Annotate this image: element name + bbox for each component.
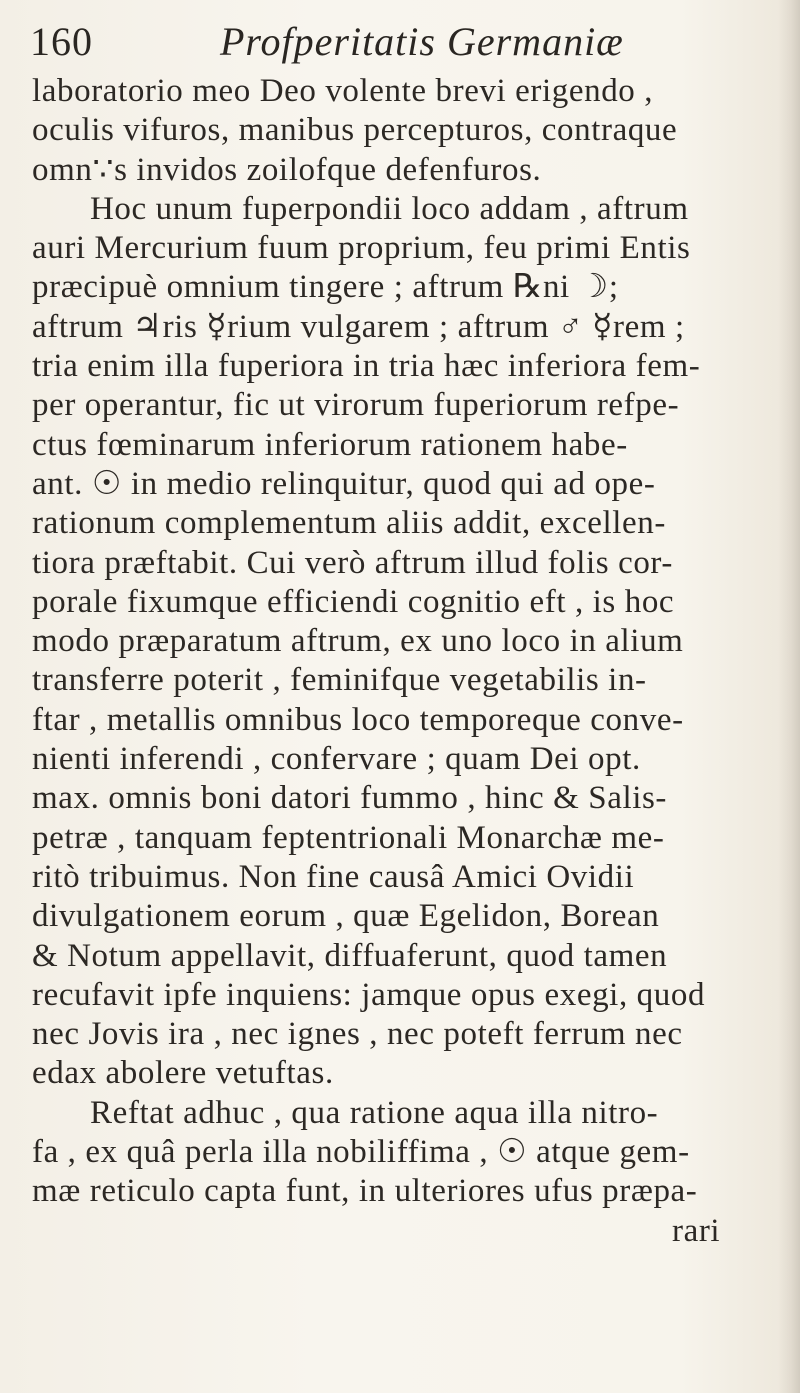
running-title: Profperitatis Germaniæ: [220, 19, 624, 64]
text-line: omn∵s invidos zoilofque defenfuros.: [32, 151, 542, 188]
text-line: tiora præftabit. Cui verò aftrum illud folis cor-: [32, 544, 673, 581]
text-line: ritò tribuimus. Non fine causâ Amici Ovidii: [32, 858, 635, 895]
text-line: edax abolere vetuftas.: [32, 1055, 334, 1092]
text-line: petræ , tanquam feptentrionali Monarchæ me-: [32, 819, 665, 856]
paragraph-start-line: Hoc unum fuperpondii loco addam , aftrum: [90, 190, 689, 227]
body-text: [32, 72, 772, 1251]
text-line: mæ reticulo capta funt, in ulteriores ufus præpa-: [32, 1173, 698, 1210]
text-line: tria enim illa fuperiora in tria hæc inferiora fem-: [32, 348, 701, 385]
text-line: ftar , metallis omnibus loco temporeque conve-: [32, 701, 684, 738]
text-line: auri Mercurium fuum proprium, feu primi Entis: [32, 230, 691, 267]
text-line: recufavit ipfe inquiens: jamque opus exegi, quod: [32, 976, 706, 1013]
catchword: rari: [672, 1212, 721, 1249]
text-line: nec Jovis ira , nec ignes , nec poteft ferrum nec: [32, 1016, 683, 1053]
text-line: laboratorio meo Deo volente brevi erigendo ,: [32, 73, 654, 109]
text-line: præcipuè omnium tingere ; aftrum ℞ni ☽;: [32, 269, 619, 306]
text-line: aftrum ♃ris ☿rium vulgarem ; aftrum ♂ ☿rem ;: [32, 308, 685, 345]
text-line: ctus fœminarum inferiorum rationem habe-: [32, 426, 628, 463]
text-line: fa , ex quâ perla illa nobiliffima , ☉ atque gem-: [32, 1134, 690, 1171]
text-line: ant. ☉ in medio relinquitur, quod qui ad ope-: [32, 465, 656, 502]
paragraph-start-line: Reftat adhuc , qua ratione aqua illa nitro-: [90, 1094, 659, 1131]
text-line: per operantur, fic ut virorum fuperiorum refpe-: [32, 387, 680, 424]
text-line: max. omnis boni datori fummo , hinc & Salis-: [32, 780, 668, 817]
text-line: transferre poterit , feminifque vegetabilis in-: [32, 662, 647, 699]
page-number: 160: [30, 19, 93, 64]
text-line: rationum complementum aliis addit, excellen-: [32, 505, 666, 542]
text-line: modo præparatum aftrum, ex uno loco in alium: [32, 623, 684, 660]
text-line: oculis vifuros, manibus percepturos, contraque: [32, 112, 678, 149]
text-line: porale fixumque efficiendi cognitio eft , is hoc: [32, 583, 675, 620]
page-header: [30, 14, 770, 70]
page-edge-shadow: [778, 0, 800, 1393]
text-line: divulgationem eorum , quæ Egelidon, Borean: [32, 898, 660, 935]
text-line: nienti inferendi , confervare ; quam Dei opt.: [32, 741, 641, 778]
text-line: & Notum appellavit, diffuaferunt, quod tamen: [32, 937, 668, 974]
